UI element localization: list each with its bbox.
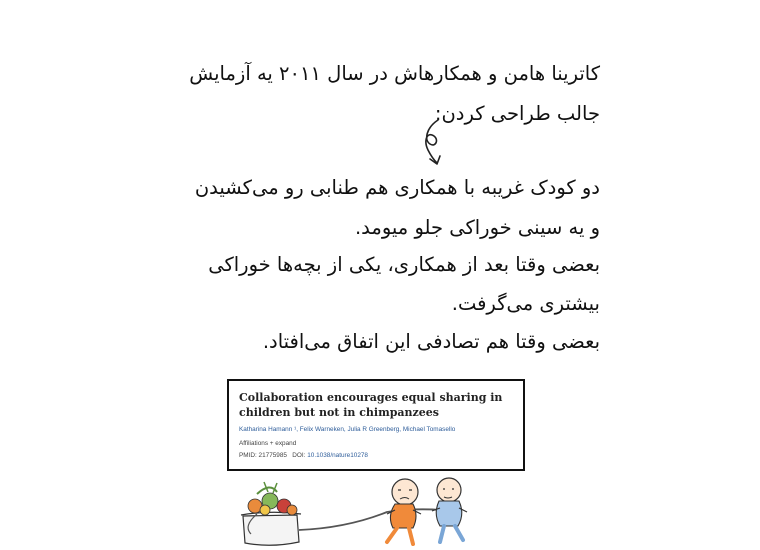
affiliations-label: Affiliations: [239, 440, 269, 447]
body-line-1: دو کودک غریبه با همکاری هم طنابی رو می‌کشیدن: [194, 176, 600, 199]
body-line-3: بعضی وقتا بعد از همکاری، یکی از بچه‌ها خوراکی: [208, 253, 600, 276]
pmid-text: PMID: 21775985: [239, 452, 287, 459]
paper-title: Collaboration encourages equal sharing in children but not in chimpanzees: [239, 391, 503, 419]
expand-link[interactable]: + expand: [269, 440, 297, 447]
kids-pulling-rope-illustration: [237, 470, 487, 548]
curly-arrow-icon: [418, 118, 458, 168]
doi-label: DOI:: [292, 452, 306, 459]
body-line-2: و یه سینی خوراکی جلو میومد.: [354, 216, 600, 239]
paper-affiliations: [239, 440, 296, 447]
paper-identifiers: [239, 452, 368, 459]
body-line-5: بعضی وقتا هم تصادفی این اتفاق می‌افتاد.: [262, 330, 600, 353]
intro-line-1: کاترینا هامن و همکارهاش در سال ۲۰۱۱ یه آزمایش: [189, 62, 600, 85]
doi-link[interactable]: 10.1038/nature10278: [307, 452, 368, 459]
intro-line-2: جالب طراحی کردن:: [434, 102, 600, 125]
body-line-4: بیشتری می‌گرفت.: [451, 292, 600, 315]
paper-authors[interactable]: Katharina Hamann ¹, Felix Warneken, Julia R Greenberg, Michael Tomasello: [239, 426, 456, 433]
paper-citation-box: [227, 379, 525, 471]
